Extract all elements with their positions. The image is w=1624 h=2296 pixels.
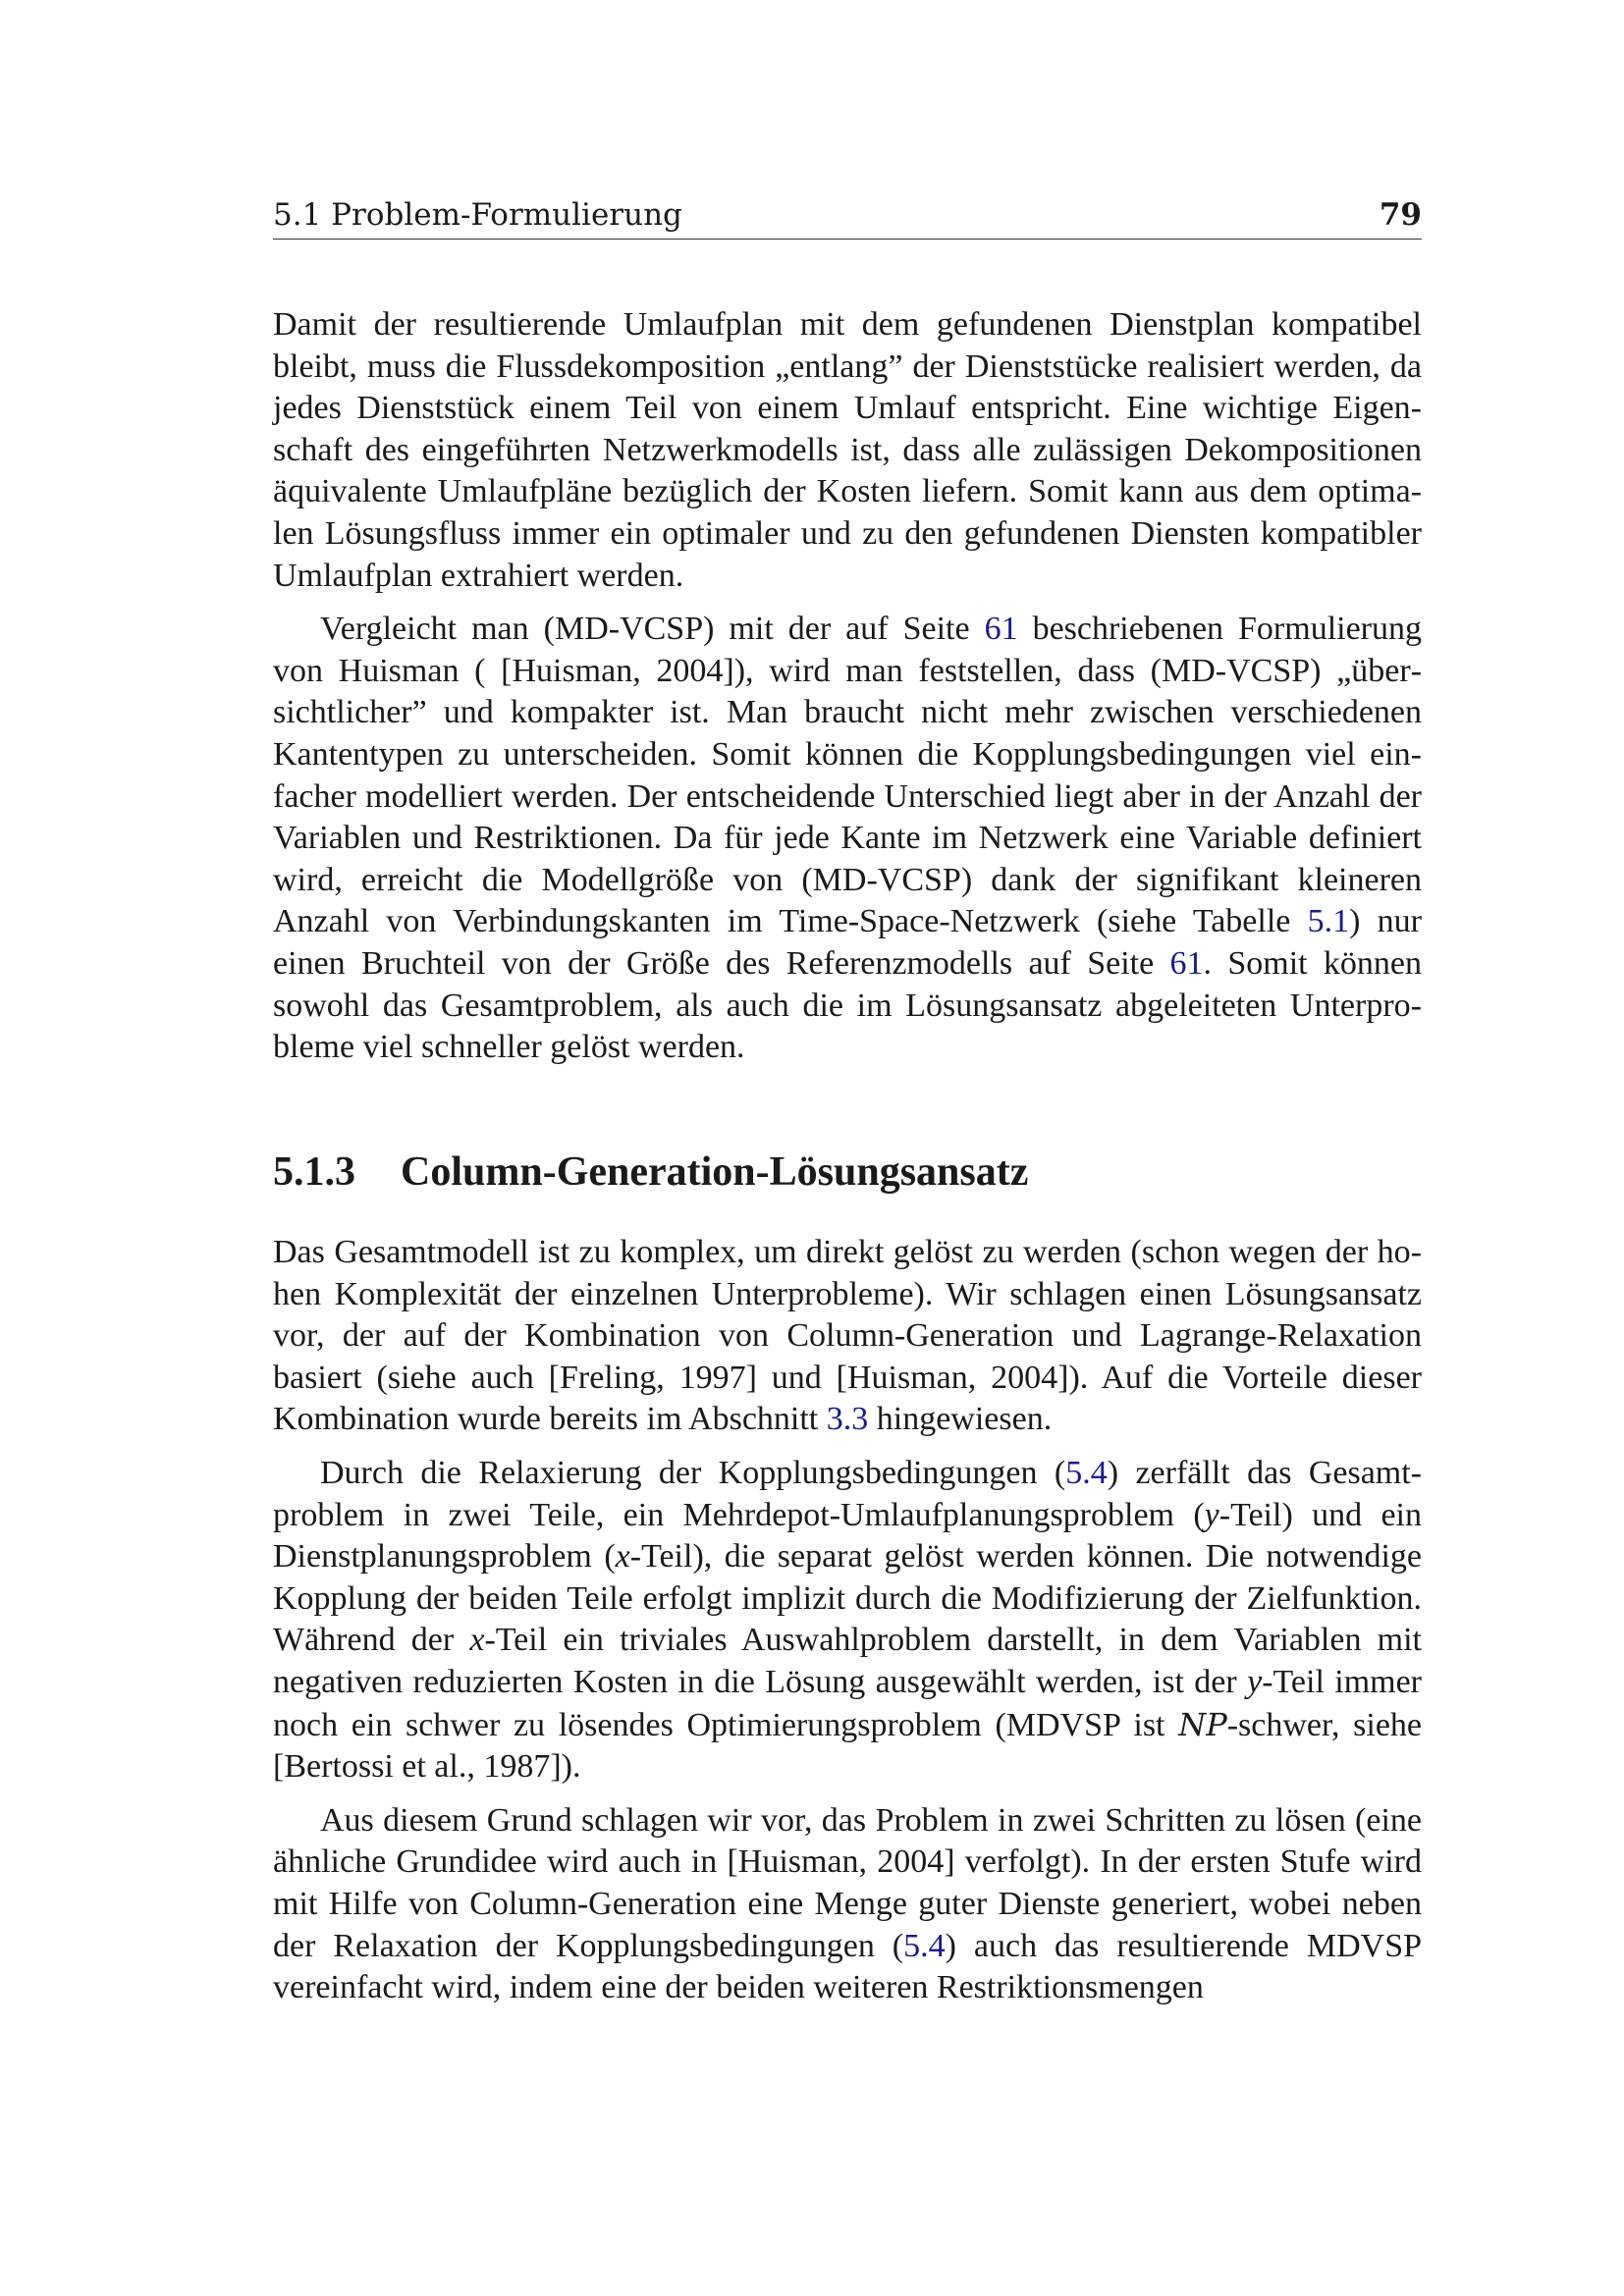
math-complexity-class: NP xyxy=(1178,1705,1227,1743)
paragraph-text: -schwer, siehe [Bertossi et al., 1987]). xyxy=(273,1706,1423,1786)
paragraph-text: -Teil) und ein Dienstplanungsproblem ( xyxy=(273,1496,1422,1575)
section-title: Column-Generation-Lösungsansatz xyxy=(401,1149,1029,1195)
math-variable: y xyxy=(1204,1496,1219,1533)
paragraph-text: -Teil ein triviales Auswahlproblem darstellt, in dem Variablen mit negativen reduzierten Kosten in die Lösung ausgewählt werden, ist der xyxy=(273,1622,1422,1700)
paragraph-text: Vergleicht man (MD-VCSP) mit der auf Seite xyxy=(320,611,985,648)
paragraph-text: beschriebenen Formulierung von Huisman ( [Huisman, 2004]), wird man feststellen, dass (MD-VCSP) „übersichtlicher” und kompakter ist. Man braucht nicht mehr zwischen verschiedenen Kantentypen zu unterscheiden. Somit können die Kopplungsbedingungen viel einfacher modelliert werden. Der entscheidende Unterschied liegt aber in der Anzahl der Variablen und Restriktionen. Da für jede Kante im Netzwerk eine Variable definiert wird, erreicht die Modellgröße von (MD-VCSP) dank der signifikant kleineren Anzahl von Verbindungskanten im Time-Space-Netzwerk (siehe Tabelle xyxy=(273,611,1423,940)
paragraph-text: ) auch das resultierende MDVSP vereinfacht wird, indem eine der beiden weiteren Restriktionsmengen xyxy=(273,1927,1423,2006)
math-variable: x xyxy=(469,1622,485,1659)
cross-reference-link[interactable]: 3.3 xyxy=(826,1401,869,1438)
cross-reference-link[interactable]: 5.4 xyxy=(903,1927,946,1964)
math-variable: x xyxy=(615,1538,630,1575)
paragraph-text: ) nur einen Bruchteil von der Größe des Referenzmodells auf Seite xyxy=(273,903,1422,982)
paragraph xyxy=(273,1453,1422,1789)
paragraph-text: Aus diesem Grund schlagen wir vor, das Problem in zwei Schritten zu lösen (eine ähnliche Grundidee wird auch in [Huisman, 2004] verfolgt). In der ersten Stufe wird mit Hilfe von Column-Generation eine Menge guter Dienste generiert, wobei neben der Relaxation der Kopplungsbedingungen ( xyxy=(273,1801,1422,1964)
paragraph-text: hingewiesen. xyxy=(868,1401,1053,1438)
paragraph-text: Das Gesamtmodell ist zu komplex, um direkt gelöst zu werden (schon wegen der hohen Komplexität der einzelnen Unterprobleme). Wir schlagen einen Lösungsansatz vor, der auf der Kombination von Column-Generation und Lagrange-Relaxation basiert (siehe auch [Freling, 1997] und [Huisman, 2004]). Auf die Vorteile dieser Kombination wurde bereits im Abschnitt xyxy=(273,1234,1422,1438)
paragraph xyxy=(273,609,1422,1069)
cross-reference-link[interactable]: 5.4 xyxy=(1065,1454,1108,1491)
section-number: 5.1.3 xyxy=(273,1149,355,1195)
running-head xyxy=(273,192,1422,240)
text-block-bottom xyxy=(273,1232,1422,2021)
paragraph xyxy=(273,1800,1422,2009)
paragraph xyxy=(273,304,1422,597)
paragraph-text: . Somit können sowohl das Gesamtproblem, als auch die im Lösungsansatz abgeleiteten Unterprobleme viel schneller gelöst werden. xyxy=(273,944,1423,1066)
paragraph-text: Durch die Relaxierung der Kopplungsbedingungen ( xyxy=(320,1454,1066,1491)
math-variable: y xyxy=(1247,1663,1263,1700)
cross-reference-link[interactable]: 61 xyxy=(984,611,1018,648)
paragraph-text: ) zerfällt das Gesamtproblem in zwei Teile, ein Mehrdepot-Umlaufplanungsproblem ( xyxy=(273,1454,1422,1533)
running-head-section: 5.1 Problem-Formulierung xyxy=(273,197,682,233)
cross-reference-link[interactable]: 61 xyxy=(1169,944,1204,982)
paragraph-text: Damit der resultierende Umlaufplan mit dem gefundenen Dienstplan kompatibel bleibt, muss die Flussdekomposition „entlang” der Dienststücke realisiert werden, da jedes Dienststück einem Teil von einem Umlauf entspricht. Eine wichtige Eigenschaft des eingeführten Netzwerkmodells ist, dass alle zulässigen Dekompositionen äquivalente Umlaufpläne bezüglich der Kosten liefern. Somit kann aus dem optimalen Lösungsfluss immer ein optimaler und zu den gefundenen Diensten kompatibler Umlaufplan extrahiert werden. xyxy=(273,306,1422,594)
paragraph-text: -Teil immer noch ein schwer zu lösendes Optimierungsproblem (MDVSP ist xyxy=(273,1663,1423,1743)
text-block-top xyxy=(273,304,1422,1081)
paragraph-text: -Teil), die separat gelöst werden können. Die notwendige Kopplung der beiden Teile erfolgt implizit durch die Modifizierung der Zielfunktion. Während der xyxy=(273,1538,1422,1659)
cross-reference-link[interactable]: 5.1 xyxy=(1307,903,1350,940)
page-number: 79 xyxy=(1379,197,1422,233)
paragraph xyxy=(273,1232,1422,1441)
section-heading xyxy=(273,1148,1422,1196)
